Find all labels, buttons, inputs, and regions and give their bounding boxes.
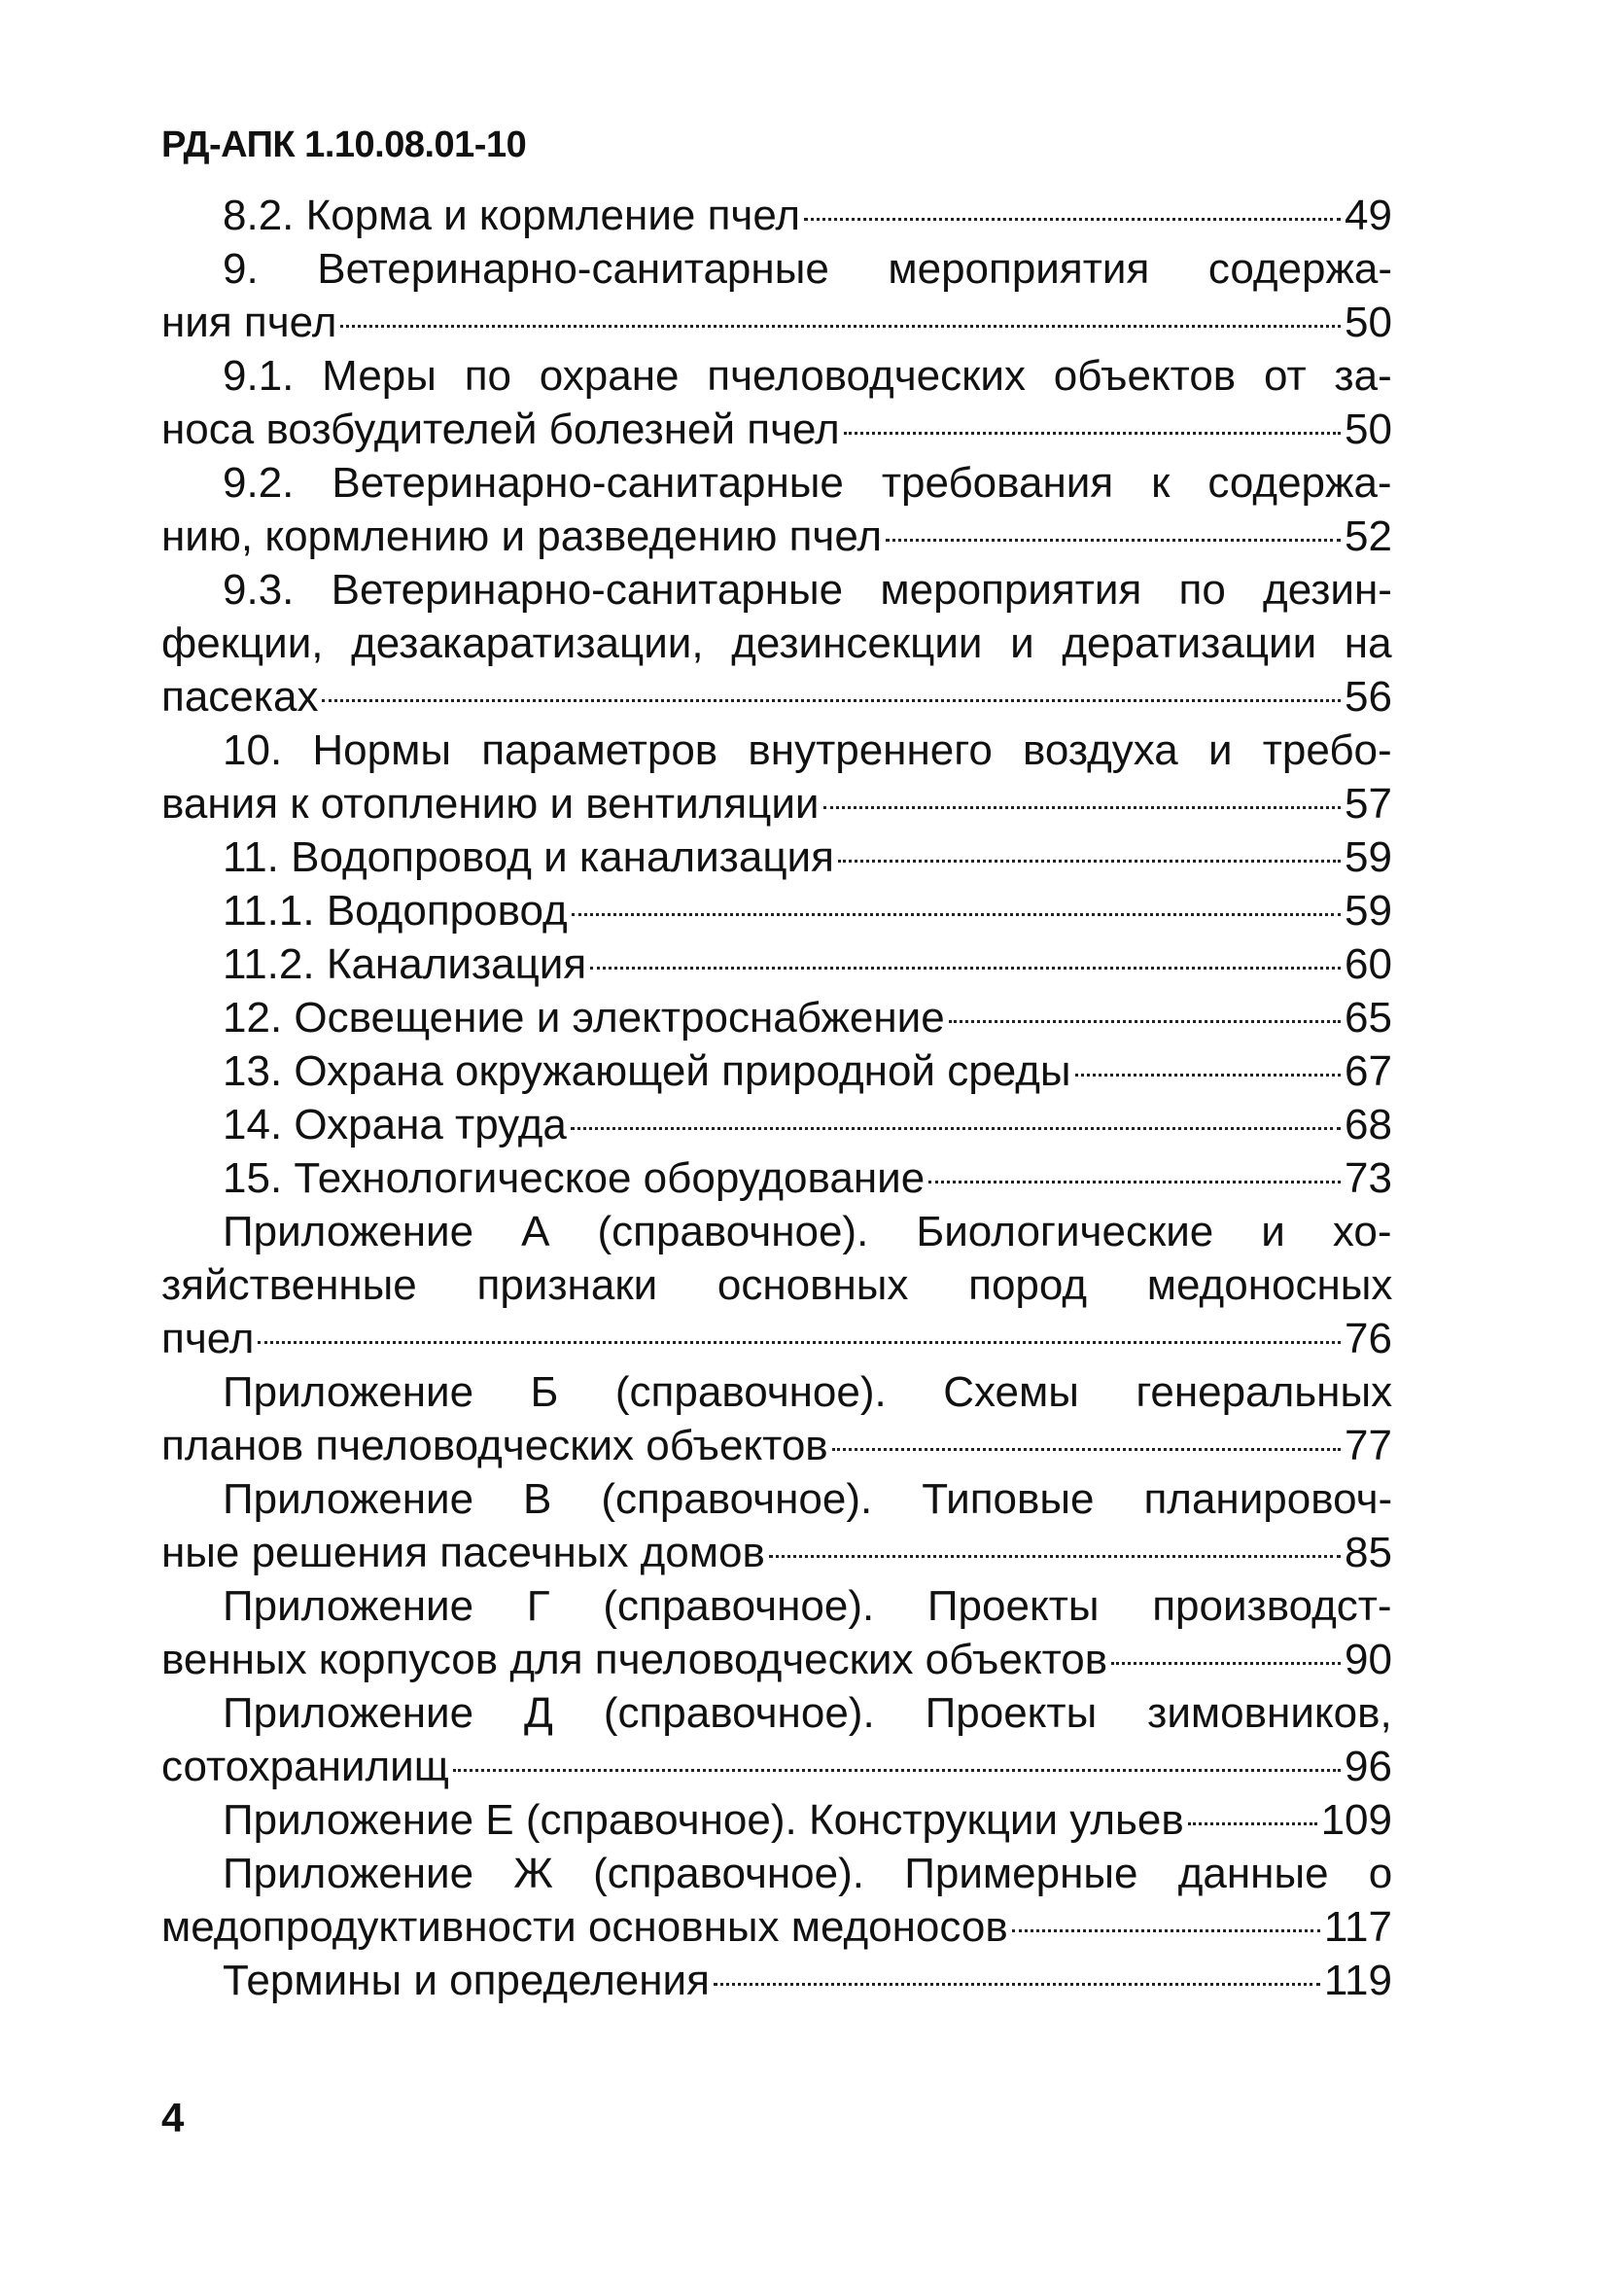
- dot-leader: [340, 325, 1341, 328]
- toc-entry[interactable]: [161, 349, 1392, 456]
- toc-entry[interactable]: [161, 830, 1392, 884]
- toc-entry[interactable]: [161, 1472, 1392, 1579]
- toc-entry[interactable]: [161, 456, 1392, 563]
- toc-entry-text: Термины и определения: [223, 1957, 710, 2004]
- toc-page-number: 56: [1345, 673, 1392, 721]
- toc-entry-line: [161, 1151, 1392, 1205]
- dot-leader: [714, 1983, 1320, 1986]
- toc-entry-text: Приложение В (справочное). Типовые планировоч-: [223, 1475, 1392, 1523]
- toc-entry[interactable]: [161, 1205, 1392, 1365]
- toc-entry-line: [161, 617, 1392, 670]
- toc-page-number: 59: [1345, 833, 1392, 881]
- toc-entry-text: венных корпусов для пчеловодческих объектов: [161, 1636, 1108, 1683]
- toc-entry-text: 11.1. Водопровод: [223, 887, 568, 935]
- toc-page-number: 50: [1345, 299, 1392, 346]
- toc-entry-text: 11. Водопровод и канализация: [223, 833, 834, 881]
- toc-entry-text: 12. Освещение и электроснабжение: [223, 994, 945, 1042]
- toc-entry[interactable]: [161, 1686, 1392, 1793]
- toc-entry[interactable]: [161, 1098, 1392, 1151]
- toc-entry-text: 8.2. Корма и кормление пчел: [223, 192, 801, 239]
- toc-entry-line: [161, 1472, 1392, 1526]
- dot-leader: [804, 218, 1341, 221]
- toc-entry-line: [161, 1793, 1392, 1847]
- dot-leader: [769, 1555, 1341, 1558]
- toc-entry-text: Приложение Ж (справочное). Примерные данные о: [223, 1850, 1392, 1897]
- toc-entry-line: [161, 1847, 1392, 1900]
- toc-entry-line: [161, 1579, 1392, 1633]
- toc-entry-text: ные решения пасечных домов: [161, 1529, 765, 1576]
- dot-leader: [571, 1127, 1341, 1130]
- toc-page-number: 57: [1345, 780, 1392, 828]
- toc-page-number: 85: [1345, 1529, 1392, 1576]
- toc-entry-text: планов пчеловодческих объектов: [161, 1422, 828, 1469]
- toc-entry-text: носа возбудителей болезней пчел: [161, 406, 840, 453]
- toc-entry-line: [161, 724, 1392, 777]
- toc-entry-line: [161, 670, 1392, 724]
- toc-entry-line: [161, 991, 1392, 1044]
- dot-leader: [1012, 1929, 1320, 1932]
- toc-entry-line: [161, 1258, 1392, 1312]
- toc-page-number: 73: [1345, 1154, 1392, 1202]
- toc-page-number: 65: [1345, 994, 1392, 1042]
- toc-entry-line: [161, 830, 1392, 884]
- toc-entry-line: [161, 1098, 1392, 1151]
- toc-entry-line: [161, 1900, 1392, 1954]
- toc-entry-line: [161, 1526, 1392, 1579]
- toc-entry[interactable]: [161, 1954, 1392, 2007]
- toc-page-number: 60: [1345, 940, 1392, 988]
- dot-leader: [832, 1448, 1341, 1451]
- toc-page-number: 50: [1345, 406, 1392, 453]
- dot-leader: [838, 860, 1341, 863]
- dot-leader: [886, 539, 1341, 542]
- toc-entry-line: [161, 777, 1392, 830]
- toc-entry[interactable]: [161, 1365, 1392, 1472]
- toc-entry[interactable]: [161, 1044, 1392, 1098]
- toc-entry[interactable]: [161, 563, 1392, 724]
- dot-leader: [1075, 1074, 1342, 1077]
- toc-entry-text: зяйственные признаки основных пород медоносных: [161, 1261, 1392, 1309]
- toc-entry-text: сотохранилищ: [161, 1743, 449, 1790]
- toc-page-number: 68: [1345, 1101, 1392, 1148]
- toc-entry-text: нию, кормлению и разведению пчел: [161, 512, 882, 560]
- toc-entry-text: ния пчел: [161, 299, 337, 346]
- document-code: РД-АПК 1.10.08.01-10: [161, 124, 527, 165]
- toc-entry[interactable]: [161, 937, 1392, 991]
- dot-leader: [1111, 1662, 1341, 1665]
- toc-entry-text: 13. Охрана окружающей природной среды: [223, 1047, 1071, 1095]
- toc-page-number: 77: [1345, 1422, 1392, 1469]
- toc-page-number: 109: [1320, 1796, 1392, 1844]
- toc-page-number: 52: [1345, 512, 1392, 560]
- toc-entry-text: 9.1. Меры по охране пчеловодческих объектов от за-: [223, 352, 1392, 400]
- toc-entry-line: [161, 1044, 1392, 1098]
- toc-entry-text: 9.3. Ветеринарно-санитарные мероприятия по дезин-: [223, 566, 1392, 614]
- toc-page-number: 76: [1345, 1315, 1392, 1362]
- toc-page-number: 49: [1345, 192, 1392, 239]
- dot-leader: [453, 1769, 1341, 1772]
- toc-entry-line: [161, 1633, 1392, 1686]
- toc-entry[interactable]: [161, 1793, 1392, 1847]
- toc-page-number: 59: [1345, 887, 1392, 935]
- table-of-contents: [161, 189, 1392, 2007]
- toc-entry-line: [161, 456, 1392, 510]
- toc-entry-text: 15. Технологическое оборудование: [223, 1154, 926, 1202]
- toc-entry-line: [161, 1205, 1392, 1258]
- toc-entry-line: [161, 189, 1392, 242]
- dot-leader: [949, 1020, 1341, 1023]
- toc-entry-line: [161, 1419, 1392, 1472]
- toc-entry-line: [161, 563, 1392, 617]
- toc-entry-line: [161, 1312, 1392, 1365]
- toc-page-number: 67: [1345, 1047, 1392, 1095]
- toc-entry-text: медопродуктивности основных медоносов: [161, 1903, 1008, 1951]
- toc-entry[interactable]: [161, 991, 1392, 1044]
- dot-leader: [1188, 1822, 1317, 1825]
- toc-entry[interactable]: [161, 1579, 1392, 1686]
- toc-entry-line: [161, 1686, 1392, 1740]
- toc-entry-text: 14. Охрана труда: [223, 1101, 567, 1148]
- toc-entry-line: [161, 403, 1392, 456]
- toc-entry-text: 9.2. Ветеринарно-санитарные требования к содержа-: [223, 459, 1392, 507]
- toc-entry[interactable]: [161, 1847, 1392, 1954]
- dot-leader: [258, 1341, 1341, 1344]
- toc-page-number: 96: [1345, 1743, 1392, 1790]
- toc-entry[interactable]: [161, 1151, 1392, 1205]
- toc-entry-text: 10. Нормы параметров внутреннего воздуха и требо-: [223, 726, 1392, 774]
- toc-entry-line: [161, 937, 1392, 991]
- dot-leader: [572, 913, 1341, 916]
- toc-entry-line: [161, 510, 1392, 563]
- toc-entry-text: Приложение Г (справочное). Проекты производст-: [223, 1582, 1392, 1630]
- toc-entry-text: вания к отоплению и вентиляции: [161, 780, 820, 828]
- toc-entry-line: [161, 884, 1392, 937]
- toc-entry-text: 9. Ветеринарно-санитарные мероприятия содержа-: [223, 245, 1392, 293]
- toc-entry[interactable]: [161, 189, 1392, 242]
- toc-entry-text: Приложение Е (справочное). Конструкции ульев: [223, 1796, 1184, 1844]
- toc-entry-text: пчел: [161, 1315, 255, 1362]
- toc-entry-line: [161, 296, 1392, 349]
- dot-leader: [322, 699, 1341, 702]
- toc-entry-line: [161, 349, 1392, 403]
- toc-entry-line: [161, 1954, 1392, 2007]
- toc-entry-line: [161, 1365, 1392, 1419]
- dot-leader: [928, 1181, 1341, 1183]
- toc-entry[interactable]: [161, 884, 1392, 937]
- toc-entry[interactable]: [161, 724, 1392, 830]
- toc-page-number: 90: [1345, 1636, 1392, 1683]
- toc-entry-text: 11.2. Канализация: [223, 940, 587, 988]
- page-number: 4: [161, 2095, 185, 2140]
- toc-entry-text: Приложение Б (справочное). Схемы генеральных: [223, 1368, 1392, 1416]
- toc-entry-text: фекции, дезакаратизации, дезинсекции и дератизации на: [161, 619, 1392, 667]
- toc-page-number: 119: [1323, 1957, 1392, 2004]
- dot-leader: [823, 806, 1342, 809]
- toc-entry-text: пасеках: [161, 673, 319, 721]
- toc-entry-line: [161, 242, 1392, 296]
- toc-entry-text: Приложение Д (справочное). Проекты зимовников,: [223, 1689, 1392, 1737]
- toc-page-number: 117: [1323, 1903, 1392, 1951]
- dot-leader: [844, 432, 1341, 435]
- dot-leader: [590, 967, 1341, 970]
- toc-entry[interactable]: [161, 242, 1392, 349]
- toc-entry-line: [161, 1740, 1392, 1793]
- toc-entry-text: Приложение А (справочное). Биологические и хо-: [223, 1208, 1392, 1255]
